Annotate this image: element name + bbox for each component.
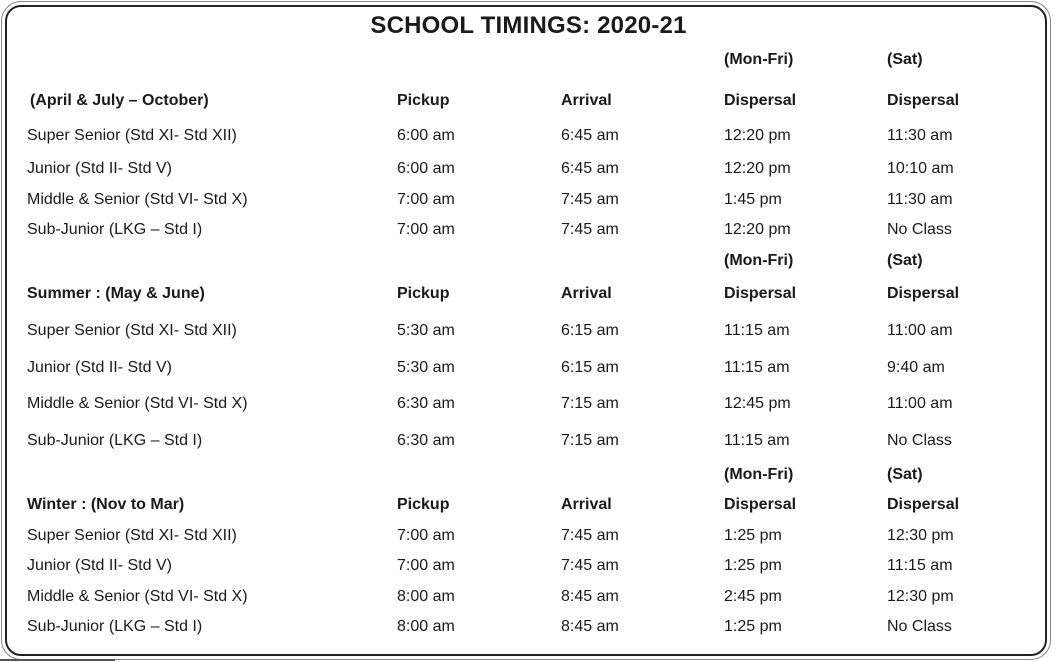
weekday-label: (Mon-Fri) bbox=[724, 51, 794, 68]
arrival-time: 6:15 am bbox=[561, 359, 619, 376]
pickup-time: 6:00 am bbox=[397, 160, 455, 177]
class-group: Junior (Std II- Std V) bbox=[27, 359, 172, 376]
weekday-dispersal-time: 11:15 am bbox=[724, 359, 790, 376]
class-group: Junior (Std II- Std V) bbox=[27, 160, 172, 177]
column-heading-pickup: Pickup bbox=[397, 496, 450, 513]
class-group: Super Senior (Std XI- Std XII) bbox=[27, 322, 237, 339]
pickup-time: 5:30 am bbox=[397, 322, 455, 339]
pickup-time: 6:30 am bbox=[397, 395, 455, 412]
saturday-label: (Sat) bbox=[887, 466, 923, 483]
pickup-time: 7:00 am bbox=[397, 527, 455, 544]
class-group: Sub-Junior (LKG – Std I) bbox=[27, 432, 203, 449]
saturday-label: (Sat) bbox=[887, 51, 923, 68]
saturday-dispersal-time: No Class bbox=[887, 221, 952, 238]
pickup-time: 8:00 am bbox=[397, 618, 455, 635]
weekday-dispersal-time: 12:20 pm bbox=[724, 127, 791, 144]
arrival-time: 7:45 am bbox=[561, 191, 619, 208]
pickup-time: 6:30 am bbox=[397, 432, 455, 449]
saturday-dispersal-time: 11:15 am bbox=[887, 557, 953, 574]
saturday-dispersal-time: 9:40 am bbox=[887, 359, 945, 376]
weekday-dispersal-time: 11:15 am bbox=[724, 432, 790, 449]
arrival-time: 7:45 am bbox=[561, 557, 619, 574]
arrival-time: 6:45 am bbox=[561, 160, 619, 177]
saturday-dispersal-time: No Class bbox=[887, 432, 952, 449]
saturday-dispersal-time: 12:30 pm bbox=[887, 588, 954, 605]
class-group: Super Senior (Std XI- Std XII) bbox=[27, 527, 237, 544]
class-group: Sub-Junior (LKG – Std I) bbox=[27, 618, 203, 635]
arrival-time: 7:45 am bbox=[561, 221, 619, 238]
weekday-dispersal-time: 2:45 pm bbox=[724, 588, 782, 605]
weekday-dispersal-time: 1:25 pm bbox=[724, 557, 782, 574]
arrival-time: 6:15 am bbox=[561, 322, 619, 339]
season-heading: Summer : (May & June) bbox=[27, 285, 205, 302]
column-heading-pickup: Pickup bbox=[397, 92, 450, 109]
page-title: SCHOOL TIMINGS: 2020-21 bbox=[370, 12, 687, 39]
weekday-dispersal-time: 12:20 pm bbox=[724, 221, 791, 238]
saturday-dispersal-time: 11:00 am bbox=[887, 322, 953, 339]
column-heading-dispersal-weekday: Dispersal bbox=[724, 496, 797, 513]
pickup-time: 7:00 am bbox=[397, 221, 455, 238]
weekday-dispersal-time: 12:45 pm bbox=[724, 395, 791, 412]
column-heading-dispersal-saturday: Dispersal bbox=[887, 92, 960, 109]
class-group: Junior (Std II- Std V) bbox=[27, 557, 172, 574]
arrival-time: 7:15 am bbox=[561, 395, 619, 412]
weekday-dispersal-time: 12:20 pm bbox=[724, 160, 791, 177]
class-group: Middle & Senior (Std VI- Std X) bbox=[27, 395, 248, 412]
arrival-time: 7:45 am bbox=[561, 527, 619, 544]
weekday-label: (Mon-Fri) bbox=[724, 466, 794, 483]
column-heading-dispersal-weekday: Dispersal bbox=[724, 92, 797, 109]
weekday-dispersal-time: 1:25 pm bbox=[724, 527, 782, 544]
saturday-dispersal-time: 12:30 pm bbox=[887, 527, 954, 544]
class-group: Middle & Senior (Std VI- Std X) bbox=[27, 191, 248, 208]
bottom-divider bbox=[0, 659, 115, 661]
column-heading-dispersal-saturday: Dispersal bbox=[887, 285, 960, 302]
saturday-dispersal-time: No Class bbox=[887, 618, 952, 635]
weekday-label: (Mon-Fri) bbox=[724, 252, 794, 269]
column-heading-arrival: Arrival bbox=[561, 285, 612, 302]
class-group: Super Senior (Std XI- Std XII) bbox=[27, 127, 237, 144]
pickup-time: 8:00 am bbox=[397, 588, 455, 605]
season-heading: (April & July – October) bbox=[30, 92, 209, 109]
column-heading-dispersal-saturday: Dispersal bbox=[887, 496, 960, 513]
weekday-dispersal-time: 1:45 pm bbox=[724, 191, 782, 208]
saturday-label: (Sat) bbox=[887, 252, 923, 269]
pickup-time: 7:00 am bbox=[397, 557, 455, 574]
weekday-dispersal-time: 1:25 pm bbox=[724, 618, 782, 635]
weekday-dispersal-time: 11:15 am bbox=[724, 322, 790, 339]
pickup-time: 5:30 am bbox=[397, 359, 455, 376]
saturday-dispersal-time: 11:30 am bbox=[887, 127, 953, 144]
saturday-dispersal-time: 10:10 am bbox=[887, 160, 954, 177]
class-group: Sub-Junior (LKG – Std I) bbox=[27, 221, 203, 238]
arrival-time: 8:45 am bbox=[561, 588, 619, 605]
arrival-time: 7:15 am bbox=[561, 432, 619, 449]
pickup-time: 7:00 am bbox=[397, 191, 455, 208]
column-heading-dispersal-weekday: Dispersal bbox=[724, 285, 797, 302]
pickup-time: 6:00 am bbox=[397, 127, 455, 144]
class-group: Middle & Senior (Std VI- Std X) bbox=[27, 588, 248, 605]
column-heading-arrival: Arrival bbox=[561, 92, 612, 109]
arrival-time: 6:45 am bbox=[561, 127, 619, 144]
arrival-time: 8:45 am bbox=[561, 618, 619, 635]
column-heading-pickup: Pickup bbox=[397, 285, 450, 302]
saturday-dispersal-time: 11:00 am bbox=[887, 395, 953, 412]
season-heading: Winter : (Nov to Mar) bbox=[27, 496, 185, 513]
saturday-dispersal-time: 11:30 am bbox=[887, 191, 953, 208]
column-heading-arrival: Arrival bbox=[561, 496, 612, 513]
